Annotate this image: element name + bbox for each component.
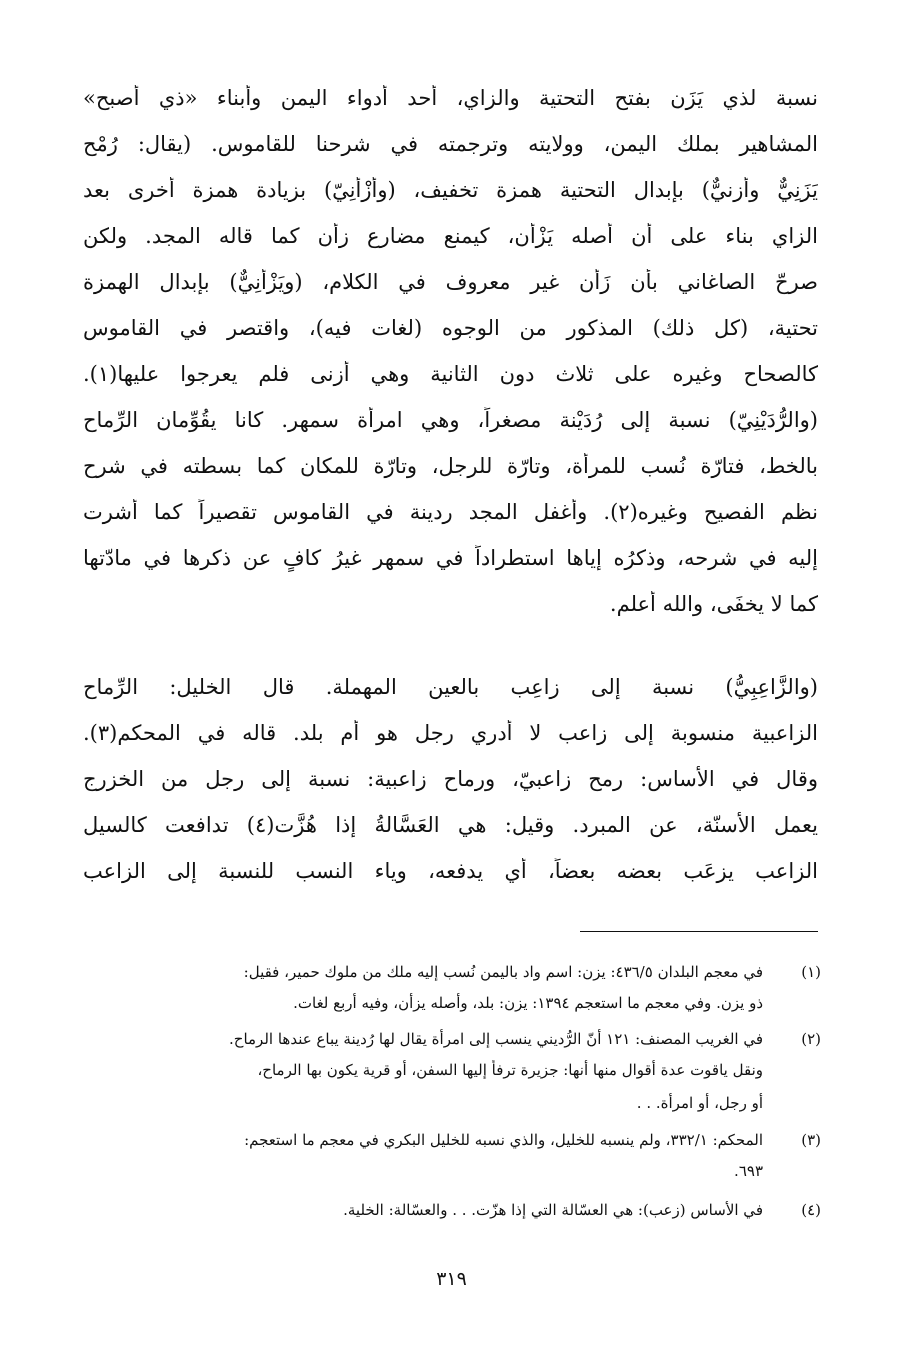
text-line: وقال في الأساس: رمح زاعبيّ، ورماح زاعبية: نسبة إلى رجل من الخزرج [83, 767, 818, 791]
text-line: كالصحاح وغيره على ثلاث دون الثانية وهي أزنى فلم يعرجوا عليها(١). [83, 362, 818, 386]
footnote-line: ذو يزن. وفي معجم ما استعجم ١٣٩٤: يزن: بلد، وأصله يزأن، وفيه أربع لغات. [293, 994, 763, 1012]
footnote-number: (٢) [801, 1030, 821, 1048]
footnote-number: (٣) [801, 1131, 821, 1149]
footnote-number: (١) [801, 963, 821, 981]
footnote-separator [580, 931, 818, 932]
footnote-line: في معجم البلدان ٤٣٦/٥: يزن: اسم واد باليمن نُسب إليه ملك من ملوك حمير، فقيل: [243, 963, 763, 981]
text-line: الزاي بناء على أن أصله يَزْأَن، كيمنع مضارع زأن كما قاله المجد. ولكن [83, 224, 818, 248]
text-line: (والرُّدَيْنِيّ) نسبة إلى رُدَيْنة مصغراً، وهي امرأة سمهر. كانا يقُوِّمان الرِّماح [83, 408, 818, 432]
text-line: (والزَّاعِبِيُّ) نسبة إلى زاعِب بالعين المهملة. قال الخليل: الرِّماح [83, 675, 818, 699]
footnote-line: في الغريب المصنف: ١٢١ أنّ الرُّديني ينسب إلى امرأة يقال لها رُدينة يباع عندها الرماح. [229, 1030, 763, 1048]
footnote-line: ٦٩٣. [734, 1162, 763, 1180]
text-line: الزاعبية منسوبة إلى زاعب لا أدري رجل هو أم بلد. قاله في المحكم(٣). [83, 721, 818, 745]
text-line: إليه في شرحه، وذكرُه إياها استطراداً في سمهر غيرُ كافٍ عن ذكرها في مادّتها [83, 546, 818, 570]
text-line: يعمل الأسنّة، عن المبرد. وقيل: هي العَسَّالةُ إذا هُزَّت(٤) تدافعت كالسيل [83, 813, 818, 837]
text-line: نسبة لذي يَزَن بفتح التحتية والزاي، أحد أدواء اليمن وأبناء «ذي أصبح» [83, 86, 818, 110]
footnote-line: أو رجل، أو امرأة. . . [636, 1094, 763, 1112]
footnote-line: في الأساس (زعب): هي العسّالة التي إذا هزّت. . . والعسّالة: الخلية. [343, 1201, 763, 1219]
text-line: كما لا يخفَى، والله أعلم. [609, 592, 818, 616]
text-line: تحتية، (كل ذلك) المذكور من الوجوه (لغات فيه)، واقتصر في القاموس [83, 316, 818, 340]
footnote-number: (٤) [801, 1201, 821, 1219]
text-line: صرحّ الصاغاني بأن زَأَن غير معروف في الكلام، (ويَزْأَنِيٌّ) بإبدال الهمزة [83, 270, 818, 294]
text-line: الزاعب يزعَب بعضه بعضاً، أي يدفعه، وياء النسب للنسبة إلى الزاعب [83, 859, 818, 883]
footnote-line: المحكم: ٣٣٢/١، ولم ينسبه للخليل، والذي نسبه للخليل البكري في معجم ما استعجم: [244, 1131, 763, 1149]
page-number: ٣١٩ [436, 1268, 467, 1290]
text-line: المشاهير بملك اليمن، وولايته وترجمته في شرحنا للقاموس. (يقال: رُمْح [83, 132, 818, 156]
text-line: يَزَنِيٌّ وأَزنيٌّ) بإبدال التحتية همزة تخفيف، (وأَزْأَنِيّ) بزيادة همزة أخرى بعد [83, 178, 818, 202]
text-line: نظم الفصيح وغيره(٢). وأغفل المجد ردينة في القاموس تقصيراً كما أشرت [83, 500, 818, 524]
text-line: بالخط، فتارّة نُسب للمرأة، وتارّة للرجل، وتارّة للمكان كما بسطته في شرح [83, 454, 818, 478]
footnote-line: ونقل ياقوت عدة أقوال منها أنها: جزيرة ترفأ إليها السفن، أو قرية يكون بها الرماح، [257, 1061, 763, 1079]
